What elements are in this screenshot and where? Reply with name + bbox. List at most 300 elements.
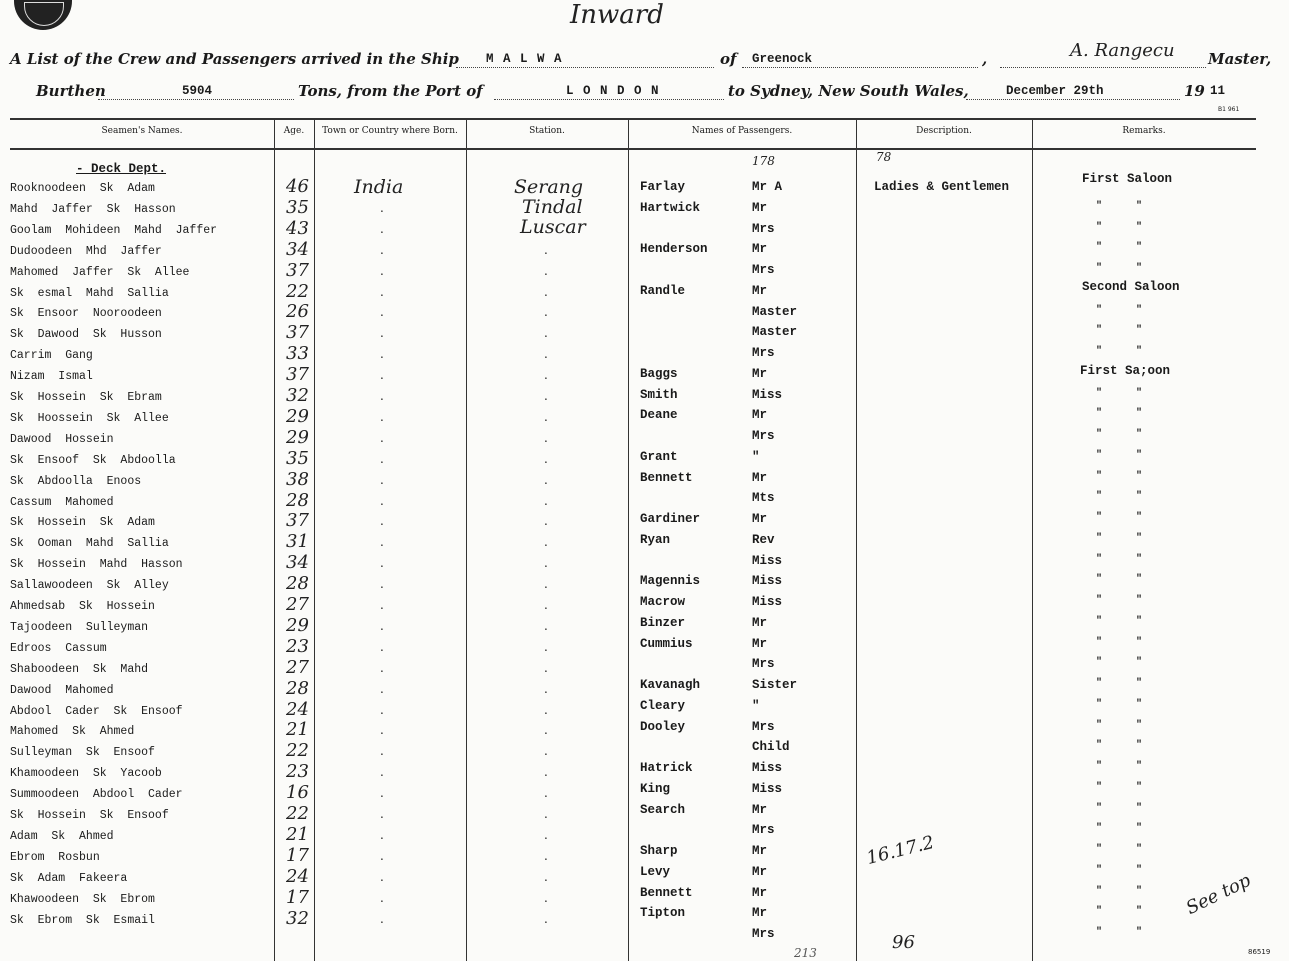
crew-age: 23 [286,636,309,657]
crew-name: Adam Sk Ahmed [10,830,114,843]
crew-age: 17 [286,845,309,866]
crew-name: Ahmedsab Sk Hossein [10,600,155,613]
passenger-surname: Tipton [640,906,686,920]
born-ditto: . [380,765,384,779]
crew-age: 32 [286,908,309,929]
crew-name: Dawood Mahomed [10,684,114,697]
crew-age: 29 [286,427,309,448]
born-ditto: . [380,682,384,696]
crew-name: Cassum Mahomed [10,496,114,509]
remark-ditto: " [1096,263,1103,274]
passenger-title: Master [752,325,798,339]
remark-ditto: " [1096,678,1103,689]
passenger-surname: Binzer [640,616,686,630]
header-remarks: Remarks. [1122,126,1166,136]
crew-age: 31 [286,531,309,552]
crew-age: 28 [286,490,309,511]
crew-age: 21 [286,719,309,740]
remark-ditto: " [1136,782,1143,793]
born-ditto: . [380,452,384,466]
station-ditto: . [544,431,548,445]
passenger-surname: Ryan [640,533,671,547]
burthen-label: Burthen [36,82,106,100]
station-ditto: . [544,912,548,926]
master-signature: A. Rangecu [1070,40,1175,61]
remark-ditto: " [1096,450,1103,461]
crew-age: 37 [286,322,309,343]
born-ditto: . [380,661,384,675]
passenger-title: Mrs [752,222,775,236]
remark-ditto: " [1136,678,1143,689]
crew-name: Sk Abdoolla Enoos [10,475,142,488]
born-ditto: . [380,305,384,319]
passenger-surname: Gardiner [640,512,701,526]
crew-age: 38 [286,469,309,490]
born-ditto: . [380,535,384,549]
passenger-title: Mrs [752,823,775,837]
crew-age: 29 [286,406,309,427]
crew-age: 37 [286,364,309,385]
station-ditto: . [544,452,548,466]
bottom-left-number: 213 [794,946,817,960]
born-ditto: . [380,577,384,591]
station-ditto: . [544,368,548,382]
born-india: India [354,176,404,198]
header-description: Description. [916,126,972,136]
station-ditto: . [544,410,548,424]
born-ditto: . [380,556,384,570]
crew-name: Shaboodeen Sk Mahd [10,663,149,676]
crew-name: Rooknoodeen Sk Adam [10,182,155,195]
passenger-title: Mr [752,803,768,817]
passenger-surname: Cummius [640,637,693,651]
remark-ditto: " [1096,408,1103,419]
remark-ditto: " [1136,305,1143,316]
passenger-title: Mrs [752,927,775,941]
remark-ditto: " [1136,637,1143,648]
passenger-surname: Bennett [640,886,693,900]
remark-ditto: " [1136,699,1143,710]
born-ditto: . [380,640,384,654]
station-ditto: . [544,870,548,884]
passenger-title: Miss [752,782,783,796]
crew-name: Sk esmal Mahd Sallia [10,287,169,300]
remark-ditto: " [1096,782,1103,793]
born-ditto: . [380,410,384,424]
remark-ditto: " [1096,201,1103,212]
passenger-title: Mr [752,408,768,422]
passenger-title: " [752,450,760,464]
remark-ditto: " [1136,865,1143,876]
remark-ditto: " [1096,637,1103,648]
remark-ditto: " [1096,657,1103,668]
form-code-bottom: 86519 [1248,948,1271,956]
tons-value: 5904 [182,84,213,98]
station-ditto: . [544,598,548,612]
ship-name: M A L W A [486,52,563,66]
passenger-title: Miss [752,554,783,568]
crew-age: 28 [286,678,309,699]
remark-ditto: " [1136,720,1143,731]
passenger-title: Mr [752,284,768,298]
crew-name: Khamoodeen Sk Yacoob [10,767,162,780]
crew-name: Edroos Cassum [10,642,107,655]
born-ditto: . [380,723,384,737]
born-ditto: . [380,222,384,236]
station-ditto: . [544,305,548,319]
from-port: L O N D O N [566,84,660,98]
crew-name: Sulleyman Sk Ensoof [10,746,155,759]
remark-ditto: " [1136,222,1143,233]
station-ditto: . [544,849,548,863]
passenger-surname: King [640,782,671,796]
passenger-title: Mr [752,242,768,256]
remark-ditto: " [1096,803,1103,814]
station-ditto: . [544,723,548,737]
crew-name: Sk Hossein Sk Ebram [10,391,162,404]
official-seal-icon [14,0,72,30]
born-ditto: . [380,285,384,299]
passenger-title: Mrs [752,657,775,671]
remark-ditto: " [1136,450,1143,461]
master-label: Master, [1208,50,1272,68]
passenger-title: Mrs [752,429,775,443]
remark-ditto: " [1096,906,1103,917]
passenger-title: Master [752,305,798,319]
remark-ditto: " [1096,222,1103,233]
remark-ditto: " [1096,927,1103,938]
remark-ditto: " [1096,388,1103,399]
passenger-surname: Smith [640,388,678,402]
passenger-surname: Randle [640,284,686,298]
description-text: Ladies & Gentlemen [874,180,1010,194]
passenger-title: Child [752,740,790,754]
crew-name: Sk Hossein Sk Adam [10,516,155,529]
station-ditto: . [544,807,548,821]
remark-ditto: " [1136,325,1143,336]
station-ditto: . [544,828,548,842]
station-tindal: Tindal [522,196,583,218]
remark-ditto: " [1096,823,1103,834]
remark-ditto: " [1136,263,1143,274]
remark-ditto: " [1136,906,1143,917]
passenger-title: Mr [752,637,768,651]
remark-ditto: " [1136,533,1143,544]
remark-ditto: " [1096,574,1103,585]
crew-name: Khawoodeen Sk Ebrom [10,893,155,906]
passenger-surname: Baggs [640,367,678,381]
station-ditto: . [544,703,548,717]
crew-age: 21 [286,824,309,845]
crew-age: 46 [286,176,309,197]
passenger-title: Miss [752,388,783,402]
passenger-surname: Hartwick [640,201,701,215]
port-of-registry: Greenock [752,52,813,66]
born-ditto: . [380,326,384,340]
born-ditto: . [380,264,384,278]
born-ditto: . [380,828,384,842]
handwritten-inward: Inward [570,0,664,30]
passenger-title: Mts [752,491,775,505]
remark-ditto: " [1136,616,1143,627]
station-ditto: . [544,494,548,508]
note-mid: 16.17.2 [864,831,937,870]
section-heading: - Deck Dept. [76,162,167,176]
remark-ditto: " [1136,761,1143,772]
arrival-date: December 29th [1006,84,1104,98]
remark-ditto: " [1096,471,1103,482]
born-ditto: . [380,807,384,821]
remark-ditto: " [1096,844,1103,855]
crew-name: Dudoodeen Mhd Jaffer [10,245,162,258]
born-ditto: . [380,744,384,758]
header-passengers: Names of Passengers. [691,126,793,136]
bottom-number: 96 [892,932,915,953]
remark-ditto: " [1096,325,1103,336]
crew-age: 34 [286,239,309,260]
crew-age: 35 [286,448,309,469]
remark-ditto: " [1136,740,1143,751]
crew-age: 27 [286,594,309,615]
passenger-title: Miss [752,595,783,609]
born-ditto: . [380,514,384,528]
crew-name: Tajoodeen Sulleyman [10,621,149,634]
passenger-surname: Search [640,803,686,817]
passenger-surname: Dooley [640,720,686,734]
station-ditto: . [544,661,548,675]
station-ditto: . [544,243,548,257]
passenger-surname: Bennett [640,471,693,485]
to-label: to Sydney, New South Wales, [728,82,969,100]
passenger-surname: Magennis [640,574,701,588]
remark-ditto: " [1096,616,1103,627]
crew-age: 22 [286,803,309,824]
born-ditto: . [380,703,384,717]
crew-age: 17 [286,887,309,908]
crew-name: Mahomed Sk Ahmed [10,725,135,738]
passenger-surname: Kavanagh [640,678,701,692]
header-seamen: Seamen's Names. [101,126,183,136]
crew-age: 37 [286,260,309,281]
crew-age: 33 [286,343,309,364]
crew-name: Sk Hossein Sk Ensoof [10,809,169,822]
born-ditto: . [380,431,384,445]
remark-ditto: " [1096,429,1103,440]
remark-ditto: " [1136,388,1143,399]
passenger-title: Mr A [752,180,783,194]
crew-age: 28 [286,573,309,594]
passenger-title: Mr [752,367,768,381]
station-ditto: . [544,389,548,403]
remark-ditto: " [1096,491,1103,502]
description-count-note: 78 [876,150,892,164]
passenger-surname: Grant [640,450,678,464]
remark-first-saloon: First Saloon [1082,172,1173,186]
crew-age: 23 [286,761,309,782]
born-ditto: . [380,598,384,612]
remark-ditto: " [1096,512,1103,523]
station-ditto: . [544,891,548,905]
passenger-title: Mr [752,906,768,920]
remark-ditto: " [1096,595,1103,606]
remark-ditto: " [1136,408,1143,419]
born-ditto: . [380,912,384,926]
born-ditto: . [380,891,384,905]
passenger-title: Mr [752,865,768,879]
crew-name: Sk Hossein Mahd Hasson [10,558,183,571]
crew-name: Nizam Ismal [10,370,93,383]
station-ditto: . [544,326,548,340]
station-ditto: . [544,786,548,800]
crew-age: 32 [286,385,309,406]
passenger-title: Mr [752,512,768,526]
born-ditto: . [380,619,384,633]
remark-ditto: " [1136,595,1143,606]
crew-name: Mahd Jaffer Sk Hasson [10,203,176,216]
passenger-surname: Deane [640,408,678,422]
born-ditto: . [380,368,384,382]
remark-ditto: " [1096,740,1103,751]
born-ditto: . [380,849,384,863]
crew-age: 43 [286,218,309,239]
remark-first-saloon-2: First Sa;oon [1080,364,1171,378]
passenger-title: Mr [752,201,768,215]
crew-name: Summoodeen Abdool Cader [10,788,183,801]
station-ditto: . [544,264,548,278]
passenger-title: Mrs [752,263,775,277]
remark-ditto: " [1096,346,1103,357]
remark-ditto: " [1096,761,1103,772]
header-born: Town or Country where Born. [322,126,458,136]
passenger-title: Mrs [752,720,775,734]
of-label: of [720,50,737,68]
crew-name: Sk Ooman Mahd Sallia [10,537,169,550]
passenger-surname: Macrow [640,595,686,609]
crew-name: Ebrom Rosbun [10,851,100,864]
station-ditto: . [544,577,548,591]
crew-age: 27 [286,657,309,678]
crew-name: Goolam Mohideen Mahd Jaffer [10,224,218,237]
remark-ditto: " [1136,554,1143,565]
remark-ditto: " [1136,471,1143,482]
remark-second-saloon: Second Saloon [1082,280,1180,294]
remark-ditto: " [1096,699,1103,710]
remark-ditto: " [1136,927,1143,938]
tons-label: Tons, from the Port of [298,82,483,100]
crew-age: 34 [286,552,309,573]
station-ditto: . [544,765,548,779]
station-ditto: . [544,682,548,696]
crew-age: 16 [286,782,309,803]
born-ditto: . [380,347,384,361]
crew-age: 26 [286,301,309,322]
born-ditto: . [380,786,384,800]
born-ditto: . [380,494,384,508]
passenger-surname: Farlay [640,180,686,194]
crew-age: 29 [286,615,309,636]
remark-ditto: " [1096,242,1103,253]
remark-ditto: " [1096,720,1103,731]
born-ditto: . [380,473,384,487]
station-luscar: Luscar [520,216,586,238]
crew-name: Sk Dawood Sk Husson [10,328,162,341]
header-station: Station. [529,126,565,136]
remark-ditto: " [1136,844,1143,855]
station-ditto: . [544,640,548,654]
passenger-title: Mr [752,844,768,858]
crew-name: Sallawoodeen Sk Alley [10,579,169,592]
station-ditto: . [544,347,548,361]
crew-name: Sk Ebrom Sk Esmail [10,914,155,927]
remark-ditto: " [1096,554,1103,565]
crew-name: Abdool Cader Sk Ensoof [10,705,183,718]
crew-name: Mahomed Jaffer Sk Allee [10,266,190,279]
remark-ditto: " [1136,574,1143,585]
remark-ditto: " [1136,201,1143,212]
station-ditto: . [544,473,548,487]
passenger-title: Mr [752,471,768,485]
remark-ditto: " [1136,803,1143,814]
crew-name: Dawood Hossein [10,433,114,446]
remark-ditto: " [1136,242,1143,253]
remark-ditto: " [1096,305,1103,316]
station-ditto: . [544,744,548,758]
station-ditto: . [544,556,548,570]
header-age: Age. [283,126,305,136]
born-ditto: . [380,243,384,257]
passenger-title: Mr [752,616,768,630]
born-ditto: . [380,870,384,884]
remark-ditto: " [1136,886,1143,897]
passenger-surname: Levy [640,865,671,879]
station-serang: Serang [514,176,584,198]
remark-ditto: " [1136,429,1143,440]
crew-age: 22 [286,281,309,302]
year-prefix: 19 [1184,82,1205,100]
station-ditto: . [544,514,548,528]
crew-age: 37 [286,510,309,531]
passenger-count-note: 178 [752,154,775,168]
remark-ditto: " [1136,512,1143,523]
passenger-title: " [752,699,760,713]
passenger-title: Mrs [752,346,775,360]
remark-ditto: " [1096,886,1103,897]
remark-ditto: " [1136,491,1143,502]
crew-name: Carrim Gang [10,349,93,362]
remark-ditto: " [1096,533,1103,544]
note-see-top: See top [1182,869,1255,920]
crew-age: 24 [286,866,309,887]
passenger-surname: Cleary [640,699,686,713]
crew-name: Sk Hoossein Sk Allee [10,412,169,425]
passenger-title: Rev [752,533,775,547]
crew-name: Sk Ensoof Sk Abdoolla [10,454,176,467]
born-ditto: . [380,389,384,403]
crew-age: 35 [286,197,309,218]
passenger-title: Miss [752,574,783,588]
station-ditto: . [544,285,548,299]
remark-ditto: " [1136,346,1143,357]
passenger-surname: Hatrick [640,761,693,775]
form-code-top: B1 961 [1218,106,1240,113]
passenger-title: Miss [752,761,783,775]
born-ditto: . [380,201,384,215]
crew-name: Sk Ensoor Nooroodeen [10,307,162,320]
year-suffix: 11 [1210,84,1226,98]
passenger-surname: Sharp [640,844,678,858]
passenger-title: Mr [752,886,768,900]
remark-ditto: " [1096,865,1103,876]
